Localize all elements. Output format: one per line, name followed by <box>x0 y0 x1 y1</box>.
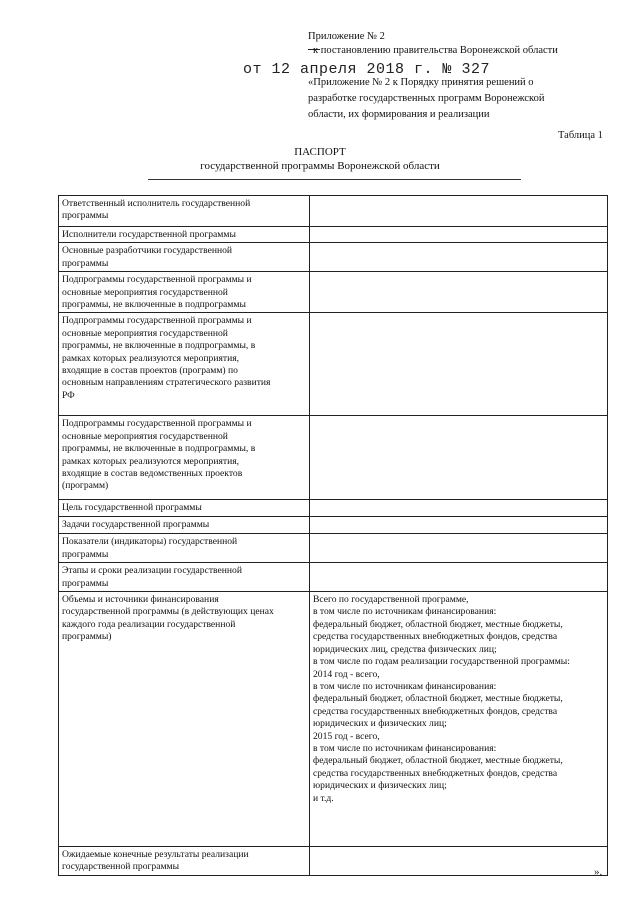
row-value-cell <box>310 500 608 517</box>
row-label-line: государственной программы <box>62 861 180 873</box>
row-label-line: Объемы и источники финансирования <box>62 594 219 606</box>
table-row <box>59 847 608 876</box>
row-value-line: в том числе по источникам финансирования: <box>313 606 497 618</box>
row-label-line: основным направлениям стратегического развития <box>62 377 271 389</box>
row-value-cell <box>310 534 608 563</box>
row-label-line: основные мероприятия государственной <box>62 286 228 298</box>
row-value-cell <box>310 517 608 534</box>
row-label-line: основные мероприятия государственной <box>62 430 228 442</box>
row-value-line: юридических и физических лиц; <box>313 718 447 730</box>
date-stamp: от 12 апреля 2018 г. № 327 <box>243 61 491 78</box>
row-label-line: РФ <box>62 389 75 401</box>
row-value-line: Всего по государственной программе, <box>313 594 469 606</box>
row-value-line: в том числе по источникам финансирования: <box>313 680 497 692</box>
quote-line-3: области, их формирования и реализации <box>308 109 490 120</box>
row-label-line: входящие в состав проектов (программ) по <box>62 365 238 377</box>
row-label-line: программы, не включенные в подпрограммы, в <box>62 340 256 352</box>
table-row <box>59 243 608 272</box>
row-label-cell <box>59 313 310 416</box>
row-value-line: 2014 год - всего, <box>313 668 380 680</box>
row-value-cell <box>310 847 608 876</box>
row-value-cell <box>310 227 608 243</box>
row-value-line: юридических лиц, средства физических лиц; <box>313 643 497 655</box>
row-label-cell <box>59 243 310 272</box>
quote-line-2: разработке государственных программ Воронежской <box>308 93 545 104</box>
row-label-line: программы, не включенные в подпрограммы, в <box>62 443 256 455</box>
row-value-cell <box>310 272 608 313</box>
row-value-line: и т.д. <box>313 792 334 804</box>
row-value-line: средства государственных внебюджетных фондов, средства <box>313 767 558 779</box>
table-row <box>59 227 608 243</box>
row-label-line: основные мероприятия государственной <box>62 327 228 339</box>
resolution-reference: к постановлению правительства Воронежской области <box>313 45 558 56</box>
table-row <box>59 313 608 416</box>
row-label-cell <box>59 563 310 592</box>
row-label-line: рамках которых реализуются мероприятия, <box>62 455 240 467</box>
row-label-line: программы, не включенные в подпрограммы <box>62 299 246 311</box>
row-label-line: каждого года реализации государственной <box>62 618 236 630</box>
table-row <box>59 196 608 227</box>
row-label-line: государственной программы (в действующих ценах <box>62 606 274 618</box>
quote-line-1: «Приложение № 2 к Порядку принятия решений о <box>308 77 534 88</box>
row-value-line: федеральный бюджет, областной бюджет, местные бюджеты, <box>313 693 563 705</box>
row-label-line: программы <box>62 577 109 589</box>
row-label-cell <box>59 500 310 517</box>
row-label-line: Цель государственной программы <box>62 502 202 514</box>
row-label-cell <box>59 847 310 876</box>
table-row <box>59 592 608 847</box>
row-label-cell <box>59 272 310 313</box>
table-row <box>59 272 608 313</box>
row-label-line: программы <box>62 257 109 269</box>
row-value-line: 2015 год - всего, <box>313 730 380 742</box>
row-value-line: федеральный бюджет, областной бюджет, местные бюджеты, <box>313 755 563 767</box>
row-label-line: Ожидаемые конечные результаты реализации <box>62 849 249 861</box>
table-row <box>59 517 608 534</box>
row-label-line: Подпрограммы государственной программы и <box>62 418 252 430</box>
row-value-line: в том числе по источникам финансирования: <box>313 742 497 754</box>
row-value-cell <box>310 416 608 500</box>
appendix-number: Приложение № 2 <box>308 31 385 42</box>
table-row <box>59 534 608 563</box>
row-label-line: Ответственный исполнитель государственной <box>62 198 251 209</box>
row-value-cell <box>310 563 608 592</box>
row-label-line: программы) <box>62 631 112 643</box>
row-value-line: юридических и физических лиц; <box>313 780 447 792</box>
row-value-line: в том числе по годам реализации государственной программы: <box>313 656 570 668</box>
row-value-cell <box>310 592 608 847</box>
document-subtitle: государственной программы Воронежской области <box>200 160 440 172</box>
closing-quote: ». <box>594 866 603 878</box>
row-label-line: Задачи государственной программы <box>62 519 210 531</box>
passport-table-body <box>59 196 608 876</box>
row-label-cell <box>59 517 310 534</box>
table-row <box>59 563 608 592</box>
row-value-line: федеральный бюджет, областной бюджет, местные бюджеты, <box>313 618 563 630</box>
row-value-line: средства государственных внебюджетных фондов, средства <box>313 705 558 717</box>
title-underline <box>148 179 521 180</box>
row-label-line: программы <box>62 210 109 222</box>
row-label-line: Показатели (индикаторы) государственной <box>62 536 238 548</box>
row-value-cell <box>310 243 608 272</box>
table-row <box>59 416 608 500</box>
table-row <box>59 500 608 517</box>
row-label-line: Исполнители государственной программы <box>62 229 236 240</box>
row-label-line: Основные разработчики государственной <box>62 245 233 257</box>
row-value-cell <box>310 313 608 416</box>
row-label-line: входящие в состав ведомственных проектов <box>62 468 243 480</box>
row-label-cell <box>59 196 310 227</box>
passport-table <box>58 195 608 876</box>
row-label-cell <box>59 227 310 243</box>
row-label-line: Этапы и сроки реализации государственной <box>62 565 242 577</box>
table-label: Таблица 1 <box>558 130 603 141</box>
row-label-line: Подпрограммы государственной программы и <box>62 315 252 327</box>
row-label-line: программы <box>62 548 109 560</box>
row-label-line: рамках которых реализуются мероприятия, <box>62 352 240 364</box>
row-label-cell <box>59 534 310 563</box>
document-title: ПАСПОРТ <box>294 146 346 158</box>
row-label-line: (программ) <box>62 480 109 492</box>
row-value-cell <box>310 196 608 227</box>
row-value-line: средства государственных внебюджетных фондов, средства <box>313 631 558 643</box>
row-label-cell <box>59 416 310 500</box>
row-label-line: Подпрограммы государственной программы и <box>62 274 252 286</box>
row-label-cell <box>59 592 310 847</box>
